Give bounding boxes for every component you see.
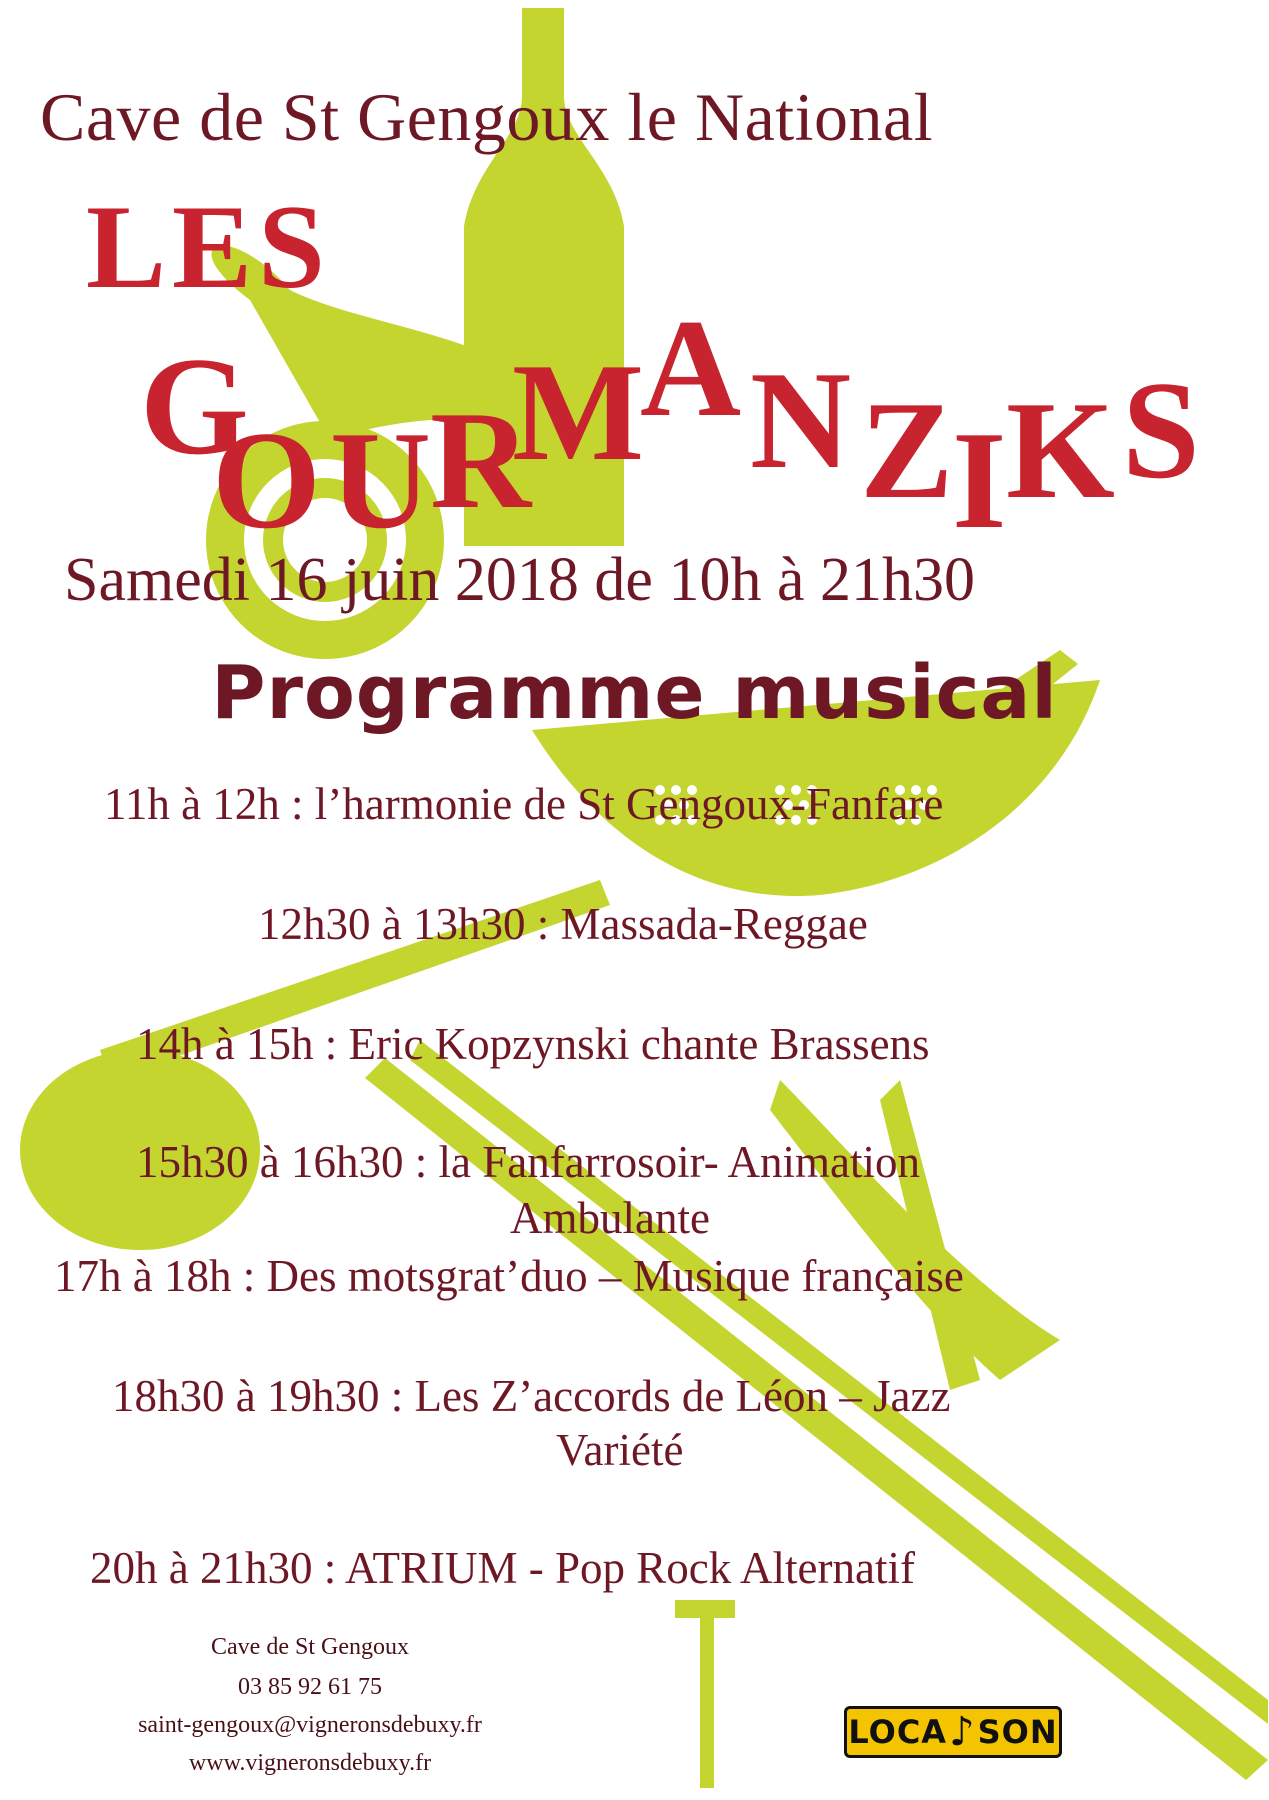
schedule-item: 20h à 21h30 : ATRIUM - Pop Rock Alternatif	[90, 1543, 915, 1593]
event-date: Samedi 16 juin 2018 de 10h à 21h30	[64, 546, 975, 614]
title-letter: S	[1122, 353, 1200, 508]
corkscrew-shape	[675, 1600, 735, 1788]
schedule-item: 17h à 18h : Des motsgrat’duo – Musique française	[54, 1251, 964, 1301]
music-note-icon: ♪	[949, 1709, 976, 1755]
title-letter: I	[952, 403, 1007, 558]
title-letter: K	[1006, 373, 1115, 528]
title-letter: G	[140, 329, 249, 484]
schedule-item: 18h30 à 19h30 : Les Z’accords de Léon – Jazz	[112, 1371, 951, 1421]
programme-heading: Programme musical	[211, 650, 1058, 736]
schedule-item: 11h à 12h : l’harmonie de St Gengoux-Fanfare	[104, 779, 944, 829]
title-letter: N	[750, 343, 852, 498]
title-letter: M	[512, 335, 645, 490]
schedule-item: 15h30 à 16h30 : la Fanfarrosoir- Animation	[136, 1137, 920, 1187]
contact-phone: 03 85 92 61 75	[238, 1674, 382, 1700]
contact-email[interactable]: saint-gengoux@vigneronsdebuxy.fr	[138, 1712, 482, 1738]
locason-logo	[844, 1706, 1062, 1758]
title-letter: U	[330, 403, 432, 558]
title-letter: R	[430, 383, 532, 538]
venue-title: Cave de St Gengoux le National	[40, 79, 934, 155]
contact-name: Cave de St Gengoux	[211, 1634, 409, 1660]
contact-website[interactable]: www.vigneronsdebuxy.fr	[188, 1750, 432, 1776]
schedule-item: 14h à 15h : Eric Kopzynski chante Brassens	[136, 1019, 930, 1069]
schedule-item-continued: Ambulante	[510, 1193, 710, 1243]
title-letter: A	[640, 291, 742, 446]
schedule-item: 12h30 à 13h30 : Massada-Reggae	[258, 899, 868, 949]
title-les: LES	[86, 180, 331, 313]
logo-text-son: SON	[977, 1713, 1058, 1751]
logo-text-loca: LOCA	[848, 1713, 948, 1751]
title-letter: Z	[860, 373, 954, 528]
title-letter: O	[212, 403, 321, 558]
schedule-item-continued: Variété	[556, 1425, 684, 1475]
